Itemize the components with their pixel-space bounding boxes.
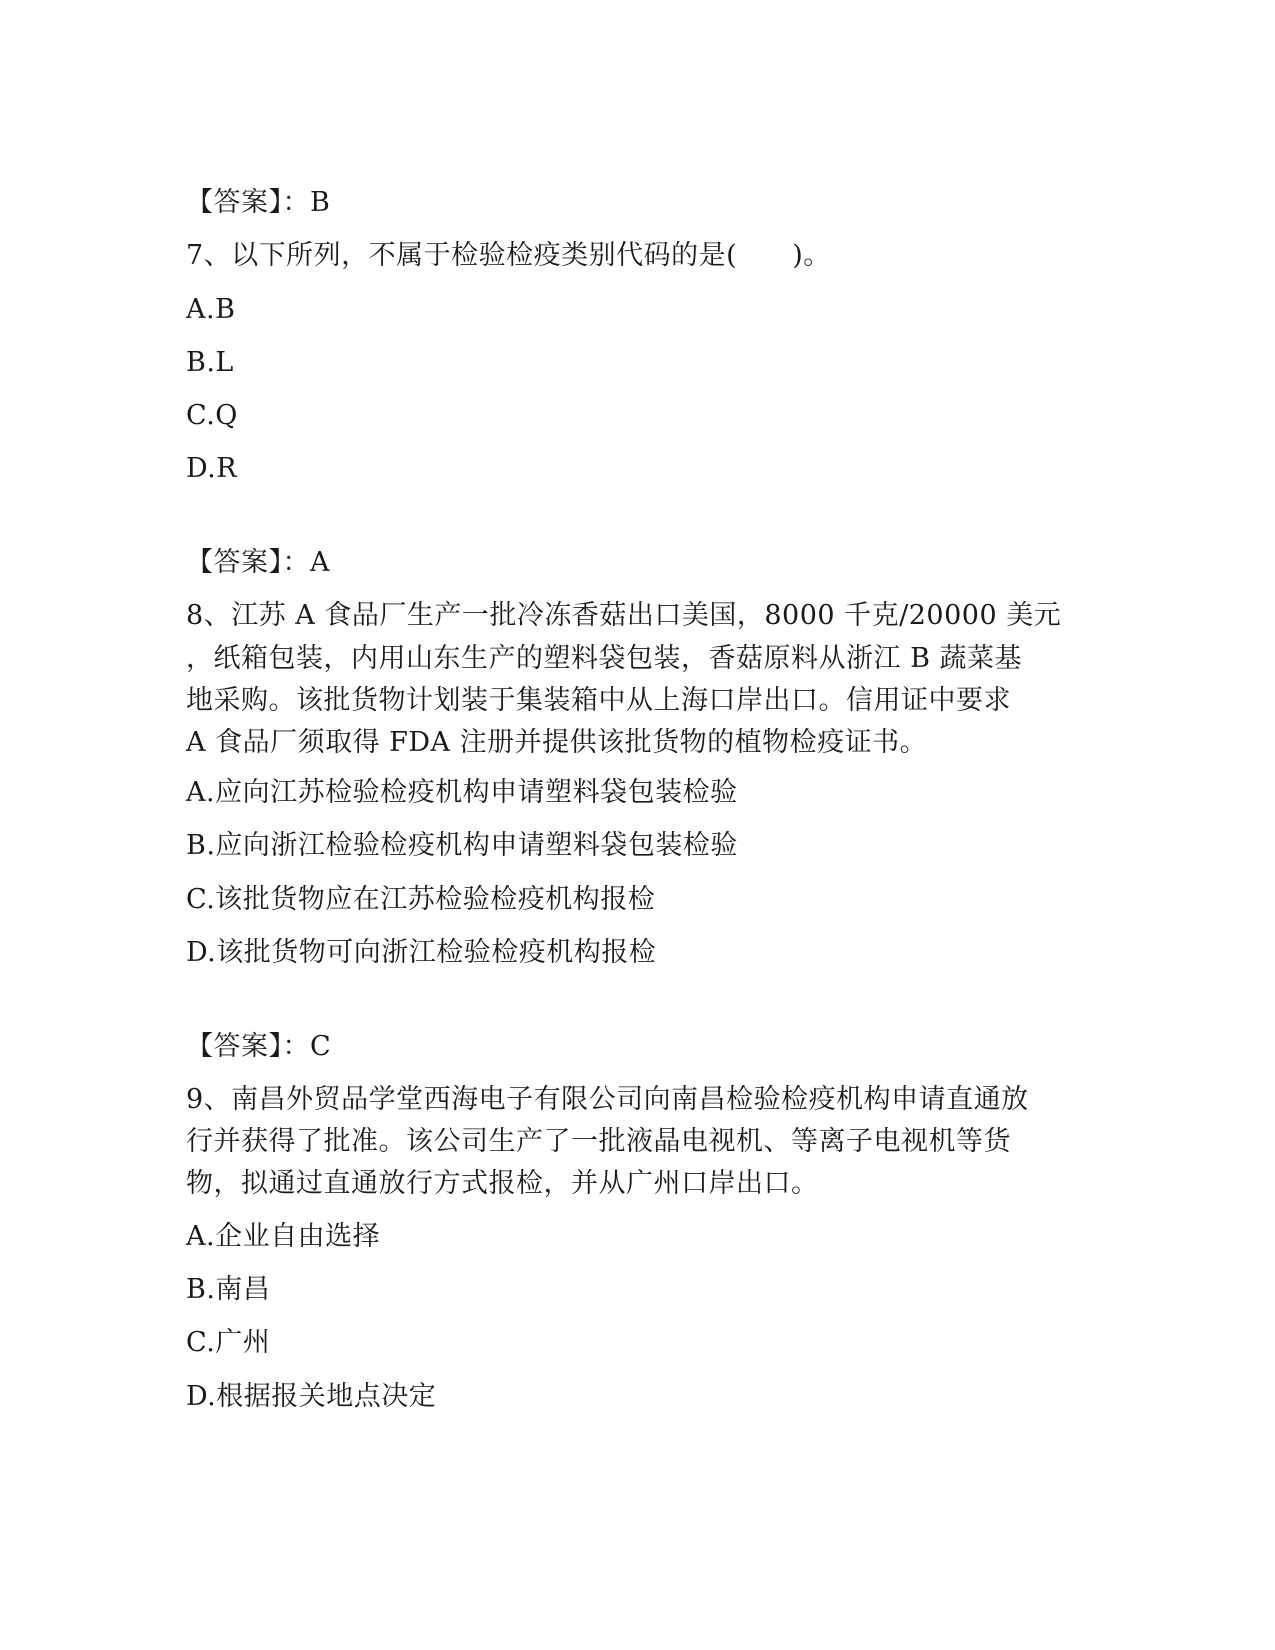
question-8-option-d: D.该批货物可向浙江检验检疫机构报检 [186,937,657,968]
question-8-option-b: B.应向浙江检验检疫机构申请塑料袋包装检验 [186,830,738,861]
question-9-text-line-1: 9、南昌外贸品学堂西海电子有限公司向南昌检验检疫机构申请直通放 [186,1084,1029,1115]
question-7-option-b: B.L [186,347,234,378]
answer-label: 【答案】：B [186,187,331,218]
question-8-text-line-4: A 食品厂须取得 FDA 注册并提供该批货物的植物检疫证书。 [186,727,928,758]
question-8-option-c: C.该批货物应在江苏检验检疫机构报检 [186,884,656,915]
answer-label: 【答案】：A [186,547,330,578]
question-9-option-c: C.广州 [186,1327,271,1358]
question-9-option-b: B.南昌 [186,1274,271,1305]
question-9-text-line-3: 物，拟通过直通放行方式报检，并从广州口岸出口。 [186,1168,819,1199]
question-8-text-line-2: ，纸箱包装，内用山东生产的塑料袋包装，香菇原料从浙江 B 蔬菜基 [186,643,1023,674]
question-9-text-line-2: 行并获得了批准。该公司生产了一批液晶电视机、等离子电视机等货 [186,1126,1011,1157]
answer-label: 【答案】：C [186,1031,332,1062]
question-8-text-line-1: 8、江苏 A 食品厂生产一批冷冻香菇出口美国，8000 千克/20000 美元 [186,600,1062,631]
question-9-option-a: A.企业自由选择 [186,1221,381,1252]
question-9-option-d: D.根据报关地点决定 [186,1381,437,1412]
question-7-option-c: C.Q [186,400,238,431]
question-8-option-a: A.应向江苏检验检疫机构申请塑料袋包装检验 [186,777,738,808]
question-7-text: 7、以下所列，不属于检验检疫类别代码的是( )。 [186,240,831,271]
question-8-text-line-3: 地采购。该批货物计划装于集装箱中从上海口岸出口。信用证中要求 [186,685,1011,716]
question-7-option-a: A.B [186,294,236,325]
question-7-option-d: D.R [186,453,238,484]
